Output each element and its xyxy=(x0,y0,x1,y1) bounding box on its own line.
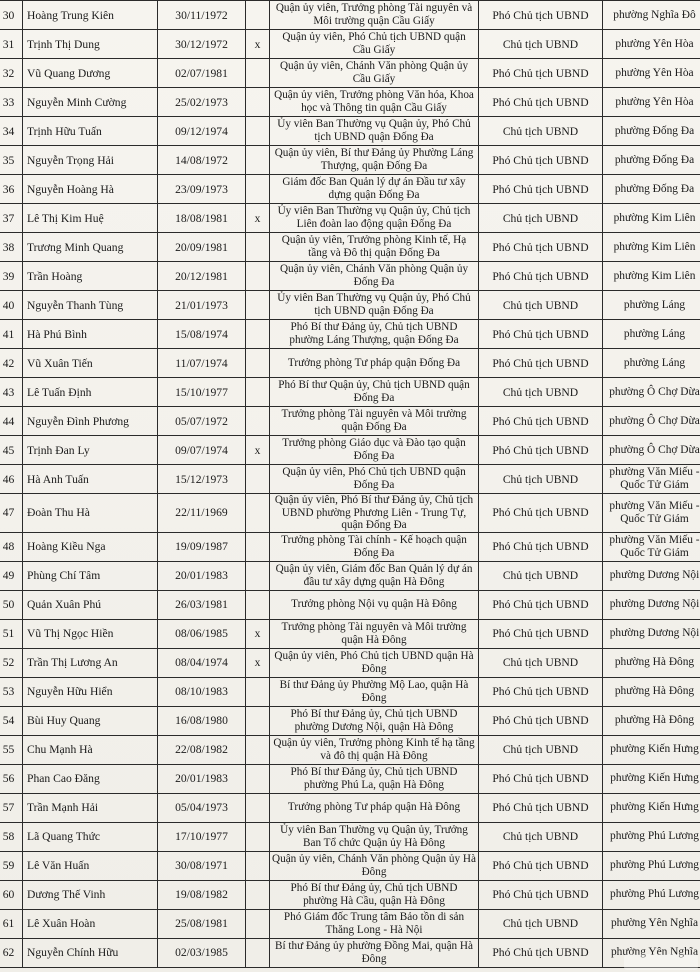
cell-current-position: Phó Bí thư Đảng ủy, Chủ tịch UBND phường Dương Nội, quận Hà Đông xyxy=(270,706,479,735)
cell-birth-date: 22/08/1982 xyxy=(158,735,246,764)
cell-current-position: Trưởng phòng Tài nguyên và Môi trường quận Hà Đông xyxy=(270,619,479,648)
cell-female-mark xyxy=(246,175,270,204)
cell-female-mark xyxy=(246,880,270,909)
cell-full-name: Bùi Huy Quang xyxy=(23,706,158,735)
cell-ward: phường Phú Lương xyxy=(603,851,700,880)
cell-current-position: Trưởng phòng Giáo dục và Đào tạo quận Đống Đa xyxy=(270,436,479,465)
cell-birth-date: 19/08/1982 xyxy=(158,880,246,909)
cell-birth-date: 26/03/1981 xyxy=(158,590,246,619)
cell-current-position: Ủy viên Ban Thường vụ Quận ủy, Phó Chủ tịch UBND quận Đống Đa xyxy=(270,291,479,320)
table-row xyxy=(0,648,700,677)
cell-index: 59 xyxy=(0,851,23,880)
cell-full-name: Vũ Quang Dương xyxy=(23,59,158,88)
cell-birth-date: 22/11/1969 xyxy=(158,494,246,533)
table-row xyxy=(0,291,700,320)
cell-new-position: Phó Chủ tịch UBND xyxy=(479,88,603,117)
cell-index: 53 xyxy=(0,677,23,706)
table-row xyxy=(0,494,700,533)
cell-new-position: Chủ tịch UBND xyxy=(479,822,603,851)
cell-new-position: Chủ tịch UBND xyxy=(479,648,603,677)
table-row xyxy=(0,561,700,590)
cell-ward: phường Yên Hòa xyxy=(603,59,700,88)
cell-female-mark xyxy=(246,532,270,561)
table-row xyxy=(0,320,700,349)
cell-new-position: Chủ tịch UBND xyxy=(479,561,603,590)
table-row xyxy=(0,909,700,938)
cell-full-name: Nguyễn Chính Hữu xyxy=(23,938,158,967)
cell-current-position: Bí thư Đảng ủy Phường Mộ Lao, quận Hà Đông xyxy=(270,677,479,706)
cell-birth-date: 09/12/1974 xyxy=(158,117,246,146)
cell-index: 44 xyxy=(0,407,23,436)
cell-birth-date: 02/03/1985 xyxy=(158,938,246,967)
cell-birth-date: 30/11/1972 xyxy=(158,1,246,30)
cell-ward: phường Láng xyxy=(603,291,700,320)
table-body xyxy=(0,1,700,968)
cell-female-mark xyxy=(246,706,270,735)
cell-birth-date: 20/01/1983 xyxy=(158,561,246,590)
cell-full-name: Hà Anh Tuấn xyxy=(23,465,158,494)
cell-ward: phường Ô Chợ Dừa xyxy=(603,407,700,436)
cell-birth-date: 21/01/1973 xyxy=(158,291,246,320)
cell-index: 34 xyxy=(0,117,23,146)
cell-birth-date: 30/12/1972 xyxy=(158,30,246,59)
cell-index: 47 xyxy=(0,494,23,533)
cell-current-position: Phó Bí thư Quận ủy, Chủ tịch UBND quận Đống Đa xyxy=(270,378,479,407)
cell-full-name: Hoàng Kiều Nga xyxy=(23,532,158,561)
cell-ward: phường Dương Nội xyxy=(603,590,700,619)
cell-birth-date: 14/08/1972 xyxy=(158,146,246,175)
table-row xyxy=(0,677,700,706)
table-row xyxy=(0,764,700,793)
cell-birth-date: 20/01/1983 xyxy=(158,764,246,793)
cell-new-position: Chủ tịch UBND xyxy=(479,291,603,320)
cell-ward: phường Yên Nghĩa xyxy=(603,938,700,967)
cell-full-name: Lê Thị Kim Huệ xyxy=(23,204,158,233)
cell-current-position: Trưởng phòng Tư pháp quận Đống Đa xyxy=(270,349,479,378)
cell-full-name: Lê Xuân Hoàn xyxy=(23,909,158,938)
cell-birth-date: 08/04/1974 xyxy=(158,648,246,677)
cell-full-name: Trịnh Thị Dung xyxy=(23,30,158,59)
table-row xyxy=(0,793,700,822)
cell-ward: phường Văn Miếu - Quốc Tử Giám xyxy=(603,532,700,561)
cell-female-mark: x xyxy=(246,436,270,465)
cell-ward: phường Hà Đông xyxy=(603,648,700,677)
cell-full-name: Vũ Thị Ngọc Hiền xyxy=(23,619,158,648)
cell-female-mark xyxy=(246,764,270,793)
cell-new-position: Phó Chủ tịch UBND xyxy=(479,590,603,619)
table-row xyxy=(0,1,700,30)
table-row xyxy=(0,706,700,735)
cell-new-position: Phó Chủ tịch UBND xyxy=(479,233,603,262)
cell-new-position: Phó Chủ tịch UBND xyxy=(479,349,603,378)
cell-female-mark xyxy=(246,88,270,117)
cell-birth-date: 16/08/1980 xyxy=(158,706,246,735)
cell-female-mark xyxy=(246,407,270,436)
cell-full-name: Vũ Xuân Tiến xyxy=(23,349,158,378)
cell-current-position: Quận ủy viên, Trưởng phòng Kinh tế, Hạ tầng và Đô thị quận Đống Đa xyxy=(270,233,479,262)
cell-female-mark xyxy=(246,117,270,146)
cell-index: 32 xyxy=(0,59,23,88)
cell-current-position: Quận ủy viên, Phó Bí thư Đảng ủy, Chủ tịch UBND phường Phương Liên - Trung Tự, quận Đống Đa xyxy=(270,494,479,533)
cell-ward: phường Yên Hòa xyxy=(603,30,700,59)
cell-female-mark xyxy=(246,465,270,494)
cell-current-position: Quận ủy viên, Bí thư Đảng ủy Phường Láng Thượng, quận Đống Đa xyxy=(270,146,479,175)
cell-index: 58 xyxy=(0,822,23,851)
cell-current-position: Quận ủy viên, Trưởng phòng Kinh tế hạ tầng và đô thị quận Hà Đông xyxy=(270,735,479,764)
cell-current-position: Quận ủy viên, Giám đốc Ban Quản lý dự án đầu tư xây dựng quận Hà Đông xyxy=(270,561,479,590)
cell-index: 51 xyxy=(0,619,23,648)
cell-birth-date: 25/08/1981 xyxy=(158,909,246,938)
cell-female-mark xyxy=(246,59,270,88)
cell-new-position: Chủ tịch UBND xyxy=(479,909,603,938)
table-row xyxy=(0,532,700,561)
cell-index: 48 xyxy=(0,532,23,561)
cell-female-mark: x xyxy=(246,204,270,233)
cell-index: 60 xyxy=(0,880,23,909)
cell-full-name: Nguyễn Đình Phương xyxy=(23,407,158,436)
cell-full-name: Phùng Chí Tâm xyxy=(23,561,158,590)
cell-ward: phường Kim Liên xyxy=(603,262,700,291)
cell-ward: phường Ô Chợ Dừa xyxy=(603,436,700,465)
cell-ward: phường Kim Liên xyxy=(603,233,700,262)
cell-full-name: Nguyễn Minh Cường xyxy=(23,88,158,117)
table-row xyxy=(0,349,700,378)
cell-female-mark xyxy=(246,938,270,967)
cell-index: 50 xyxy=(0,590,23,619)
cell-full-name: Trịnh Đan Ly xyxy=(23,436,158,465)
table-row xyxy=(0,233,700,262)
cell-ward: phường Nghĩa Đô xyxy=(603,1,700,30)
cell-new-position: Phó Chủ tịch UBND xyxy=(479,938,603,967)
cell-index: 46 xyxy=(0,465,23,494)
table-row xyxy=(0,146,700,175)
cell-current-position: Quận ủy viên, Phó Chủ tịch UBND quận Hà Đông xyxy=(270,648,479,677)
cell-female-mark xyxy=(246,262,270,291)
cell-full-name: Nguyễn Trọng Hải xyxy=(23,146,158,175)
cell-current-position: Phó Bí thư Đảng ủy, Chủ tịch UBND phường Phú La, quận Hà Đông xyxy=(270,764,479,793)
cell-current-position: Phó Bí thư Đảng ủy, Chủ tịch UBND phường Hà Cầu, quận Hà Đông xyxy=(270,880,479,909)
cell-full-name: Lê Tuấn Định xyxy=(23,378,158,407)
cell-new-position: Phó Chủ tịch UBND xyxy=(479,851,603,880)
cell-female-mark xyxy=(246,909,270,938)
cell-current-position: Bí thư Đảng ủy phường Đồng Mai, quận Hà Đông xyxy=(270,938,479,967)
cell-female-mark xyxy=(246,793,270,822)
cell-birth-date: 05/04/1973 xyxy=(158,793,246,822)
cell-new-position: Phó Chủ tịch UBND xyxy=(479,494,603,533)
cell-index: 33 xyxy=(0,88,23,117)
cell-birth-date: 05/07/1972 xyxy=(158,407,246,436)
cell-new-position: Phó Chủ tịch UBND xyxy=(479,262,603,291)
cell-female-mark xyxy=(246,590,270,619)
cell-index: 49 xyxy=(0,561,23,590)
cell-index: 45 xyxy=(0,436,23,465)
cell-birth-date: 30/08/1971 xyxy=(158,851,246,880)
cell-full-name: Lê Văn Huấn xyxy=(23,851,158,880)
cell-ward: phường Hà Đông xyxy=(603,706,700,735)
cell-birth-date: 25/02/1973 xyxy=(158,88,246,117)
cell-ward: phường Láng xyxy=(603,349,700,378)
cell-full-name: Nguyễn Hữu Hiển xyxy=(23,677,158,706)
cell-new-position: Chủ tịch UBND xyxy=(479,378,603,407)
cell-new-position: Phó Chủ tịch UBND xyxy=(479,436,603,465)
cell-index: 42 xyxy=(0,349,23,378)
cell-new-position: Chủ tịch UBND xyxy=(479,204,603,233)
cell-index: 38 xyxy=(0,233,23,262)
cell-ward: phường Văn Miếu - Quốc Tử Giám xyxy=(603,494,700,533)
cell-full-name: Nguyễn Thanh Tùng xyxy=(23,291,158,320)
cell-full-name: Quản Xuân Phú xyxy=(23,590,158,619)
cell-ward: phường Dương Nội xyxy=(603,561,700,590)
cell-ward: phường Ô Chợ Dừa xyxy=(603,378,700,407)
cell-ward: phường Kiến Hưng xyxy=(603,793,700,822)
cell-ward: phường Kiến Hưng xyxy=(603,735,700,764)
cell-full-name: Trần Hoàng xyxy=(23,262,158,291)
cell-ward: phường Yên Hòa xyxy=(603,88,700,117)
table-row xyxy=(0,822,700,851)
cell-index: 62 xyxy=(0,938,23,967)
cell-current-position: Quận ủy viên, Trưởng phòng Văn hóa, Khoa học và Thông tin quận Cầu Giấy xyxy=(270,88,479,117)
cell-index: 43 xyxy=(0,378,23,407)
table-row xyxy=(0,30,700,59)
cell-ward: phường Hà Đông xyxy=(603,677,700,706)
cell-full-name: Trần Mạnh Hải xyxy=(23,793,158,822)
cell-birth-date: 17/10/1977 xyxy=(158,822,246,851)
cell-current-position: Quận ủy viên, Chánh Văn phòng Quận ủy Đống Đa xyxy=(270,262,479,291)
cell-female-mark xyxy=(246,378,270,407)
cell-index: 56 xyxy=(0,764,23,793)
cell-current-position: Quận ủy viên, Chánh Văn phòng Quận ủy Hà Đông xyxy=(270,851,479,880)
cell-new-position: Phó Chủ tịch UBND xyxy=(479,677,603,706)
watermark-corner xyxy=(624,954,698,970)
cell-birth-date: 08/06/1985 xyxy=(158,619,246,648)
cell-female-mark xyxy=(246,233,270,262)
cell-new-position: Phó Chủ tịch UBND xyxy=(479,880,603,909)
cell-new-position: Phó Chủ tịch UBND xyxy=(479,1,603,30)
cell-current-position: Ủy viên Ban Thường vụ Quận ủy, Phó Chủ tịch UBND quận Đống Đa xyxy=(270,117,479,146)
cell-index: 57 xyxy=(0,793,23,822)
cell-index: 36 xyxy=(0,175,23,204)
table-row xyxy=(0,880,700,909)
cell-female-mark xyxy=(246,851,270,880)
cell-birth-date: 20/12/1981 xyxy=(158,262,246,291)
cell-full-name: Trịnh Hữu Tuấn xyxy=(23,117,158,146)
cell-full-name: Hà Phú Bình xyxy=(23,320,158,349)
cell-ward: phường Phú Lương xyxy=(603,880,700,909)
cell-full-name: Lã Quang Thức xyxy=(23,822,158,851)
table-row xyxy=(0,590,700,619)
cell-female-mark xyxy=(246,822,270,851)
cell-current-position: Trưởng phòng Tài nguyên và Môi trường quận Đống Đa xyxy=(270,407,479,436)
cell-current-position: Trưởng phòng Nội vụ quận Hà Đông xyxy=(270,590,479,619)
cell-ward: phường Láng xyxy=(603,320,700,349)
cell-female-mark xyxy=(246,349,270,378)
cell-new-position: Chủ tịch UBND xyxy=(479,30,603,59)
table-row xyxy=(0,938,700,967)
cell-current-position: Phó Giám đốc Trung tâm Bảo tồn di sản Thăng Long - Hà Nội xyxy=(270,909,479,938)
table-row xyxy=(0,436,700,465)
cell-female-mark xyxy=(246,146,270,175)
cell-birth-date: 09/07/1974 xyxy=(158,436,246,465)
cell-index: 39 xyxy=(0,262,23,291)
cell-ward: phường Đống Đa xyxy=(603,146,700,175)
cell-full-name: Đoàn Thu Hà xyxy=(23,494,158,533)
cell-new-position: Phó Chủ tịch UBND xyxy=(479,793,603,822)
table-row xyxy=(0,59,700,88)
cell-female-mark xyxy=(246,561,270,590)
cell-new-position: Phó Chủ tịch UBND xyxy=(479,532,603,561)
cell-index: 52 xyxy=(0,648,23,677)
cell-index: 40 xyxy=(0,291,23,320)
table-row xyxy=(0,204,700,233)
cell-birth-date: 23/09/1973 xyxy=(158,175,246,204)
cell-birth-date: 11/07/1974 xyxy=(158,349,246,378)
cell-ward: phường Văn Miếu - Quốc Tử Giám xyxy=(603,465,700,494)
cell-new-position: Phó Chủ tịch UBND xyxy=(479,619,603,648)
cell-current-position: Trưởng phòng Tư pháp quận Hà Đông xyxy=(270,793,479,822)
table-row xyxy=(0,88,700,117)
table-row xyxy=(0,407,700,436)
cell-birth-date: 19/09/1987 xyxy=(158,532,246,561)
cell-ward: phường Kiến Hưng xyxy=(603,764,700,793)
cell-ward: phường Phú Lương xyxy=(603,822,700,851)
cell-ward: phường Yên Nghĩa xyxy=(603,909,700,938)
cell-new-position: Phó Chủ tịch UBND xyxy=(479,146,603,175)
cell-ward: phường Kim Liên xyxy=(603,204,700,233)
cell-new-position: Phó Chủ tịch UBND xyxy=(479,320,603,349)
cell-full-name: Dương Thế Vinh xyxy=(23,880,158,909)
cell-current-position: Giám đốc Ban Quản lý dự án Đầu tư xây dựng quận Đống Đa xyxy=(270,175,479,204)
cell-ward: phường Dương Nội xyxy=(603,619,700,648)
cell-full-name: Trần Thị Lương An xyxy=(23,648,158,677)
cell-female-mark: x xyxy=(246,30,270,59)
cell-index: 55 xyxy=(0,735,23,764)
cell-full-name: Nguyễn Hoàng Hà xyxy=(23,175,158,204)
cell-full-name: Trương Minh Quang xyxy=(23,233,158,262)
cell-female-mark xyxy=(246,735,270,764)
cell-new-position: Phó Chủ tịch UBND xyxy=(479,706,603,735)
cell-ward: phường Đống Đa xyxy=(603,175,700,204)
cell-female-mark xyxy=(246,677,270,706)
cell-current-position: Quận ủy viên, Trưởng phòng Tài nguyên và Môi trường quận Cầu Giấy xyxy=(270,1,479,30)
cell-current-position: Quận ủy viên, Chánh Văn phòng Quận ủy Cầu Giấy xyxy=(270,59,479,88)
cell-current-position: Quận ủy viên, Phó Chủ tịch UBND quận Đống Đa xyxy=(270,465,479,494)
cell-index: 31 xyxy=(0,30,23,59)
table-row xyxy=(0,851,700,880)
cell-birth-date: 08/10/1983 xyxy=(158,677,246,706)
cell-birth-date: 15/12/1973 xyxy=(158,465,246,494)
cell-new-position: Chủ tịch UBND xyxy=(479,735,603,764)
cell-birth-date: 02/07/1981 xyxy=(158,59,246,88)
cell-new-position: Chủ tịch UBND xyxy=(479,465,603,494)
table-row xyxy=(0,262,700,291)
cell-female-mark: x xyxy=(246,619,270,648)
cell-female-mark: x xyxy=(246,648,270,677)
cell-index: 37 xyxy=(0,204,23,233)
cell-current-position: Ủy viên Ban Thường vụ Quận ủy, Trưởng Ban Tổ chức Quận ủy Hà Đông xyxy=(270,822,479,851)
cell-new-position: Phó Chủ tịch UBND xyxy=(479,59,603,88)
cell-full-name: Chu Mạnh Hà xyxy=(23,735,158,764)
cell-new-position: Phó Chủ tịch UBND xyxy=(479,764,603,793)
cell-birth-date: 18/08/1981 xyxy=(158,204,246,233)
cell-female-mark xyxy=(246,320,270,349)
cell-new-position: Phó Chủ tịch UBND xyxy=(479,407,603,436)
cell-current-position: Phó Bí thư Đảng ủy, Chủ tịch UBND phường Láng Thượng, quận Đống Đa xyxy=(270,320,479,349)
cell-new-position: Chủ tịch UBND xyxy=(479,117,603,146)
cell-birth-date: 15/08/1974 xyxy=(158,320,246,349)
table-row xyxy=(0,619,700,648)
table-row xyxy=(0,465,700,494)
cell-index: 61 xyxy=(0,909,23,938)
cell-full-name: Hoàng Trung Kiên xyxy=(23,1,158,30)
cell-index: 54 xyxy=(0,706,23,735)
cell-current-position: Ủy viên Ban Thường vụ Quận ủy, Chủ tịch Liên đoàn lao động quận Đống Đa xyxy=(270,204,479,233)
table-row xyxy=(0,175,700,204)
cell-female-mark xyxy=(246,494,270,533)
cell-current-position: Trưởng phòng Tài chính - Kế hoạch quận Đống Đa xyxy=(270,532,479,561)
cell-birth-date: 15/10/1977 xyxy=(158,378,246,407)
cell-ward: phường Đống Đa xyxy=(603,117,700,146)
cell-female-mark xyxy=(246,1,270,30)
table-row xyxy=(0,735,700,764)
cell-index: 41 xyxy=(0,320,23,349)
cell-birth-date: 20/09/1981 xyxy=(158,233,246,262)
table-row xyxy=(0,117,700,146)
cell-full-name: Phan Cao Đăng xyxy=(23,764,158,793)
table-row xyxy=(0,378,700,407)
cell-new-position: Phó Chủ tịch UBND xyxy=(479,175,603,204)
cell-index: 35 xyxy=(0,146,23,175)
cell-index: 30 xyxy=(0,1,23,30)
cell-current-position: Quận ủy viên, Phó Chủ tịch UBND quận Cầu Giấy xyxy=(270,30,479,59)
cell-female-mark xyxy=(246,291,270,320)
